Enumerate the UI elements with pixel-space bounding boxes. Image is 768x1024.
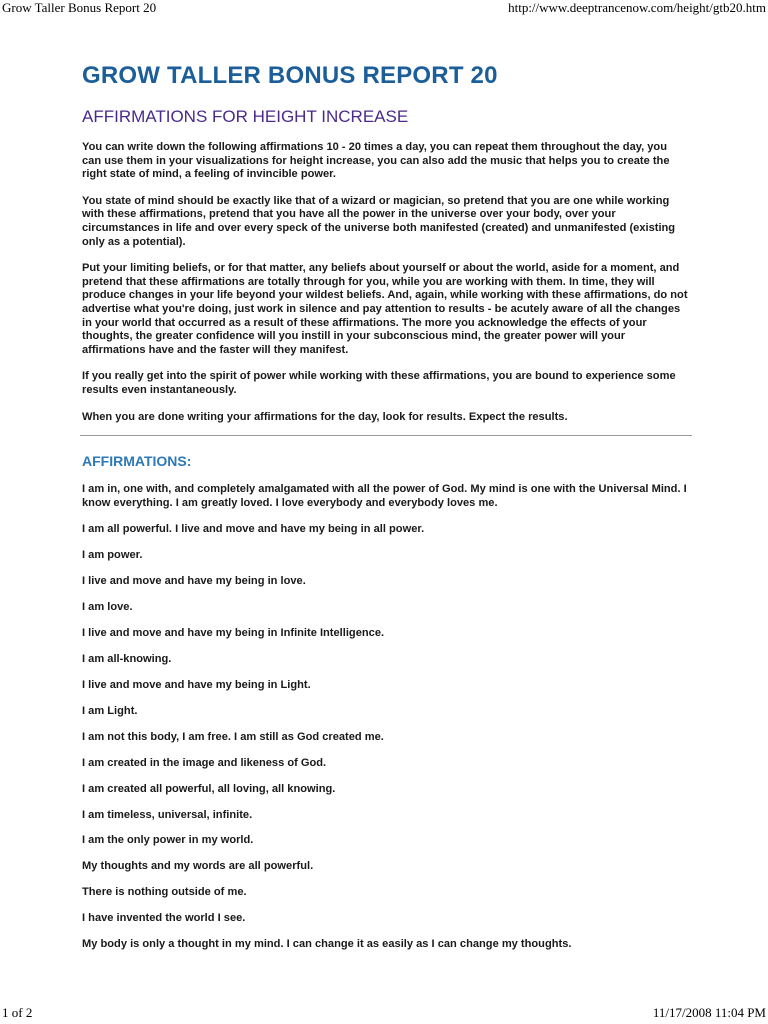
intro-paragraph: You state of mind should be exactly like that of a wizard or magician, so pretend that you are one while working with these affirmations, pretend that you have all the power in the universe over your body, over your circumstances in life and over every speck of the universe both manifested (created) and unmanifested (existing only as a potential). [82, 194, 676, 248]
affirmation-item: I have invented the world I see. [82, 912, 246, 925]
affirmations-list [82, 483, 688, 952]
print-header [0, 0, 768, 16]
print-header-title: Grow Taller Bonus Report 20 [2, 0, 157, 15]
affirmation-item: I live and move and have my being in Light. [82, 678, 311, 691]
affirmation-item: I am power. [82, 548, 143, 561]
affirmation-item: I am all-knowing. [82, 652, 172, 665]
print-timestamp: 11/17/2008 11:04 PM [652, 1005, 766, 1020]
affirmation-item: I am the only power in my world. [82, 834, 254, 847]
intro-paragraph: When you are done writing your affirmations for the day, look for results. Expect the results. [82, 410, 568, 423]
print-footer [0, 1005, 768, 1021]
affirmation-item: There is nothing outside of me. [82, 886, 247, 899]
affirmations-heading: AFFIRMATIONS: [82, 453, 192, 470]
affirmation-item: I am timeless, universal, infinite. [82, 808, 253, 821]
affirmation-item: I am not this body, I am free. I am still as God created me. [82, 730, 384, 743]
intro-paragraph: Put your limiting beliefs, or for that matter, any beliefs about yourself or about the world, aside for a moment, and pretend that these affirmations are totally through for you, while you are working with them. In time, they will produce changes in your life beyond your wildest beliefs. And, again, while working with these affirmations, do not advertise what you're doing, just work in silence and pay attention to results - be acutely aware of all the changes in your world that occurred as a result of these affirmations. The more you acknowledge the effects of your thoughts, the greater confidence will you instill in your subconscious mind, the greater power will your affirmations have and the faster will they manifest. [82, 262, 688, 356]
affirmation-item: I am created all powerful, all loving, all knowing. [82, 782, 336, 795]
section-divider [80, 435, 692, 436]
affirmation-item: I am in, one with, and completely amalgamated with all the power of God. My mind is one with the Universal Mind. I know everything. I am greatly loved. I love everybody and everybody loves me. [82, 483, 687, 509]
affirmation-item: My body is only a thought in my mind. I can change it as easily as I can change my thoughts. [82, 938, 572, 951]
page-subtitle: AFFIRMATIONS FOR HEIGHT INCREASE [82, 107, 409, 126]
affirmation-item: I live and move and have my being in love. [82, 574, 306, 587]
document-body [82, 62, 688, 964]
affirmation-item: My thoughts and my words are all powerful. [82, 860, 314, 873]
affirmation-item: I am Light. [82, 704, 138, 717]
intro-paragraph: You can write down the following affirmations 10 - 20 times a day, you can repeat them throughout the day, you can use them in your visualizations for height increase, you can also add the music that helps you to create the right state of mind, a feeling of invincible power. [82, 141, 670, 181]
page-title: GROW TALLER BONUS REPORT 20 [82, 62, 498, 89]
affirmation-item: I live and move and have my being in Infinite Intelligence. [82, 626, 385, 639]
print-header-url: http://www.deeptrancenow.com/height/gtb20.htm [508, 0, 766, 15]
affirmation-item: I am all powerful. I live and move and have my being in all power. [82, 522, 425, 535]
affirmation-item: I am created in the image and likeness of God. [82, 756, 327, 769]
page-number: 1 of 2 [2, 1005, 33, 1020]
affirmation-item: I am love. [82, 600, 133, 613]
intro-section [82, 141, 688, 424]
intro-paragraph: If you really get into the spirit of power while working with these affirmations, you are bound to experience some results even instantaneously. [82, 370, 676, 396]
